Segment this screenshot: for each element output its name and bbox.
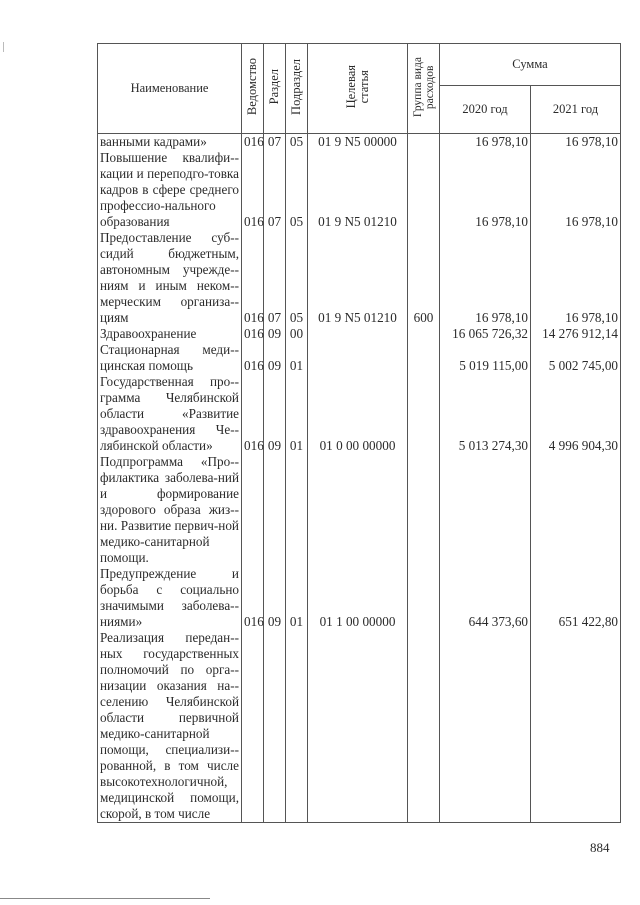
budget-table bbox=[97, 43, 621, 823]
row-expense-group bbox=[408, 630, 440, 823]
table-row bbox=[98, 374, 621, 454]
row-department: 016 bbox=[242, 150, 264, 230]
row-section bbox=[264, 630, 286, 823]
row-name: Повышение квалифи-кации и переподго-товка кадров в сфере среднего профессио-нального образования bbox=[98, 150, 242, 230]
header-expense-group bbox=[408, 44, 440, 134]
row-section: 07 bbox=[264, 150, 286, 230]
header-target-article bbox=[308, 44, 408, 134]
table-row bbox=[98, 134, 621, 151]
row-subsection: 01 bbox=[286, 374, 308, 454]
row-department: 016 bbox=[242, 326, 264, 342]
row-subsection: 01 bbox=[286, 342, 308, 374]
row-amount-2020: 16 978,10 bbox=[440, 230, 531, 326]
row-target-article bbox=[308, 630, 408, 823]
row-department: 016 bbox=[242, 230, 264, 326]
row-amount-2021: 16 978,10 bbox=[531, 230, 621, 326]
row-name: ванными кадрами» bbox=[98, 134, 242, 151]
row-target-article bbox=[308, 326, 408, 342]
row-section: 07 bbox=[264, 230, 286, 326]
row-department: 016 bbox=[242, 342, 264, 374]
header-name: Наименование bbox=[98, 44, 242, 134]
row-amount-2020: 16 978,10 bbox=[440, 134, 531, 151]
row-name: Предоставление суб-сидий бюджетным, автономным учрежде-ниям и иным неком-мерческим организа-циям bbox=[98, 230, 242, 326]
row-expense-group bbox=[408, 454, 440, 630]
footer-divider bbox=[0, 898, 210, 899]
row-amount-2020: 5 013 274,30 bbox=[440, 374, 531, 454]
row-amount-2021: 4 996 904,30 bbox=[531, 374, 621, 454]
row-target-article: 01 0 00 00000 bbox=[308, 374, 408, 454]
row-department: 016 bbox=[242, 454, 264, 630]
row-expense-group bbox=[408, 134, 440, 151]
row-name: Реализация передан-ных государственных полномочий по орга-низации оказания на-селению Челябинской области первичной медико-санитарной помощи, специализи-рованной, в том числе высокотехнологичной, медицинской помощи, скорой, в том числе bbox=[98, 630, 242, 823]
page-number: 884 bbox=[590, 840, 610, 855]
row-expense-group: 600 bbox=[408, 230, 440, 326]
row-amount-2020: 16 978,10 bbox=[440, 150, 531, 230]
table-row bbox=[98, 150, 621, 230]
header-subsection-label: Подраздел bbox=[288, 58, 303, 115]
header-sum: Сумма bbox=[440, 44, 621, 86]
row-amount-2021: 14 276 912,14 bbox=[531, 326, 621, 342]
row-amount-2021 bbox=[531, 630, 621, 823]
row-department bbox=[242, 630, 264, 823]
row-subsection: 05 bbox=[286, 134, 308, 151]
row-department: 016 bbox=[242, 374, 264, 454]
header-department bbox=[242, 44, 264, 134]
row-expense-group bbox=[408, 150, 440, 230]
row-subsection bbox=[286, 630, 308, 823]
row-amount-2020 bbox=[440, 630, 531, 823]
row-amount-2020: 16 065 726,32 bbox=[440, 326, 531, 342]
header-target-article-line2: статья bbox=[356, 69, 371, 104]
row-subsection: 05 bbox=[286, 150, 308, 230]
table-row bbox=[98, 630, 621, 823]
table-row bbox=[98, 454, 621, 630]
header-section-label: Раздел bbox=[266, 68, 281, 105]
header-expense-group-line2: расходов bbox=[423, 64, 436, 109]
table-row bbox=[98, 326, 621, 342]
row-section: 07 bbox=[264, 134, 286, 151]
row-section: 09 bbox=[264, 326, 286, 342]
table-row bbox=[98, 230, 621, 326]
row-target-article: 01 9 N5 01210 bbox=[308, 150, 408, 230]
row-amount-2021: 5 002 745,00 bbox=[531, 342, 621, 374]
header-section bbox=[264, 44, 286, 134]
row-subsection: 05 bbox=[286, 230, 308, 326]
row-amount-2021: 16 978,10 bbox=[531, 134, 621, 151]
row-subsection: 00 bbox=[286, 326, 308, 342]
row-expense-group bbox=[408, 326, 440, 342]
row-section: 09 bbox=[264, 374, 286, 454]
row-name: Стационарная меди-цинская помощь bbox=[98, 342, 242, 374]
row-section: 09 bbox=[264, 342, 286, 374]
row-name: Здравоохранение bbox=[98, 326, 242, 342]
row-name: Государственная про-грамма Челябинской области «Развитие здравоохранения Че-лябинской области» bbox=[98, 374, 242, 454]
header-department-label: Ведомство bbox=[244, 58, 259, 116]
row-department: 016 bbox=[242, 134, 264, 151]
row-expense-group bbox=[408, 374, 440, 454]
table-row bbox=[98, 342, 621, 374]
row-section: 09 bbox=[264, 454, 286, 630]
row-amount-2021: 16 978,10 bbox=[531, 150, 621, 230]
row-amount-2021: 651 422,80 bbox=[531, 454, 621, 630]
row-expense-group bbox=[408, 342, 440, 374]
row-amount-2020: 5 019 115,00 bbox=[440, 342, 531, 374]
row-target-article: 01 1 00 00000 bbox=[308, 454, 408, 630]
row-name: Подпрограмма «Про-филактика заболева-ний и формирование здорового образа жиз-ни. Развитие первич-ной медико-санитарной помощи. Предупреждение и борьба с социально значимыми заболева-ниями» bbox=[98, 454, 242, 630]
scan-edge-mark bbox=[3, 42, 4, 52]
header-year-2021: 2021 год bbox=[531, 86, 621, 134]
row-target-article: 01 9 N5 00000 bbox=[308, 134, 408, 151]
header-target-article-line1: Целевая bbox=[343, 64, 358, 109]
header-subsection bbox=[286, 44, 308, 134]
row-amount-2020: 644 373,60 bbox=[440, 454, 531, 630]
header-expense-group-line1: Группа вида bbox=[411, 56, 424, 117]
row-subsection: 01 bbox=[286, 454, 308, 630]
header-year-2020: 2020 год bbox=[440, 86, 531, 134]
row-target-article: 01 9 N5 01210 bbox=[308, 230, 408, 326]
row-target-article bbox=[308, 342, 408, 374]
